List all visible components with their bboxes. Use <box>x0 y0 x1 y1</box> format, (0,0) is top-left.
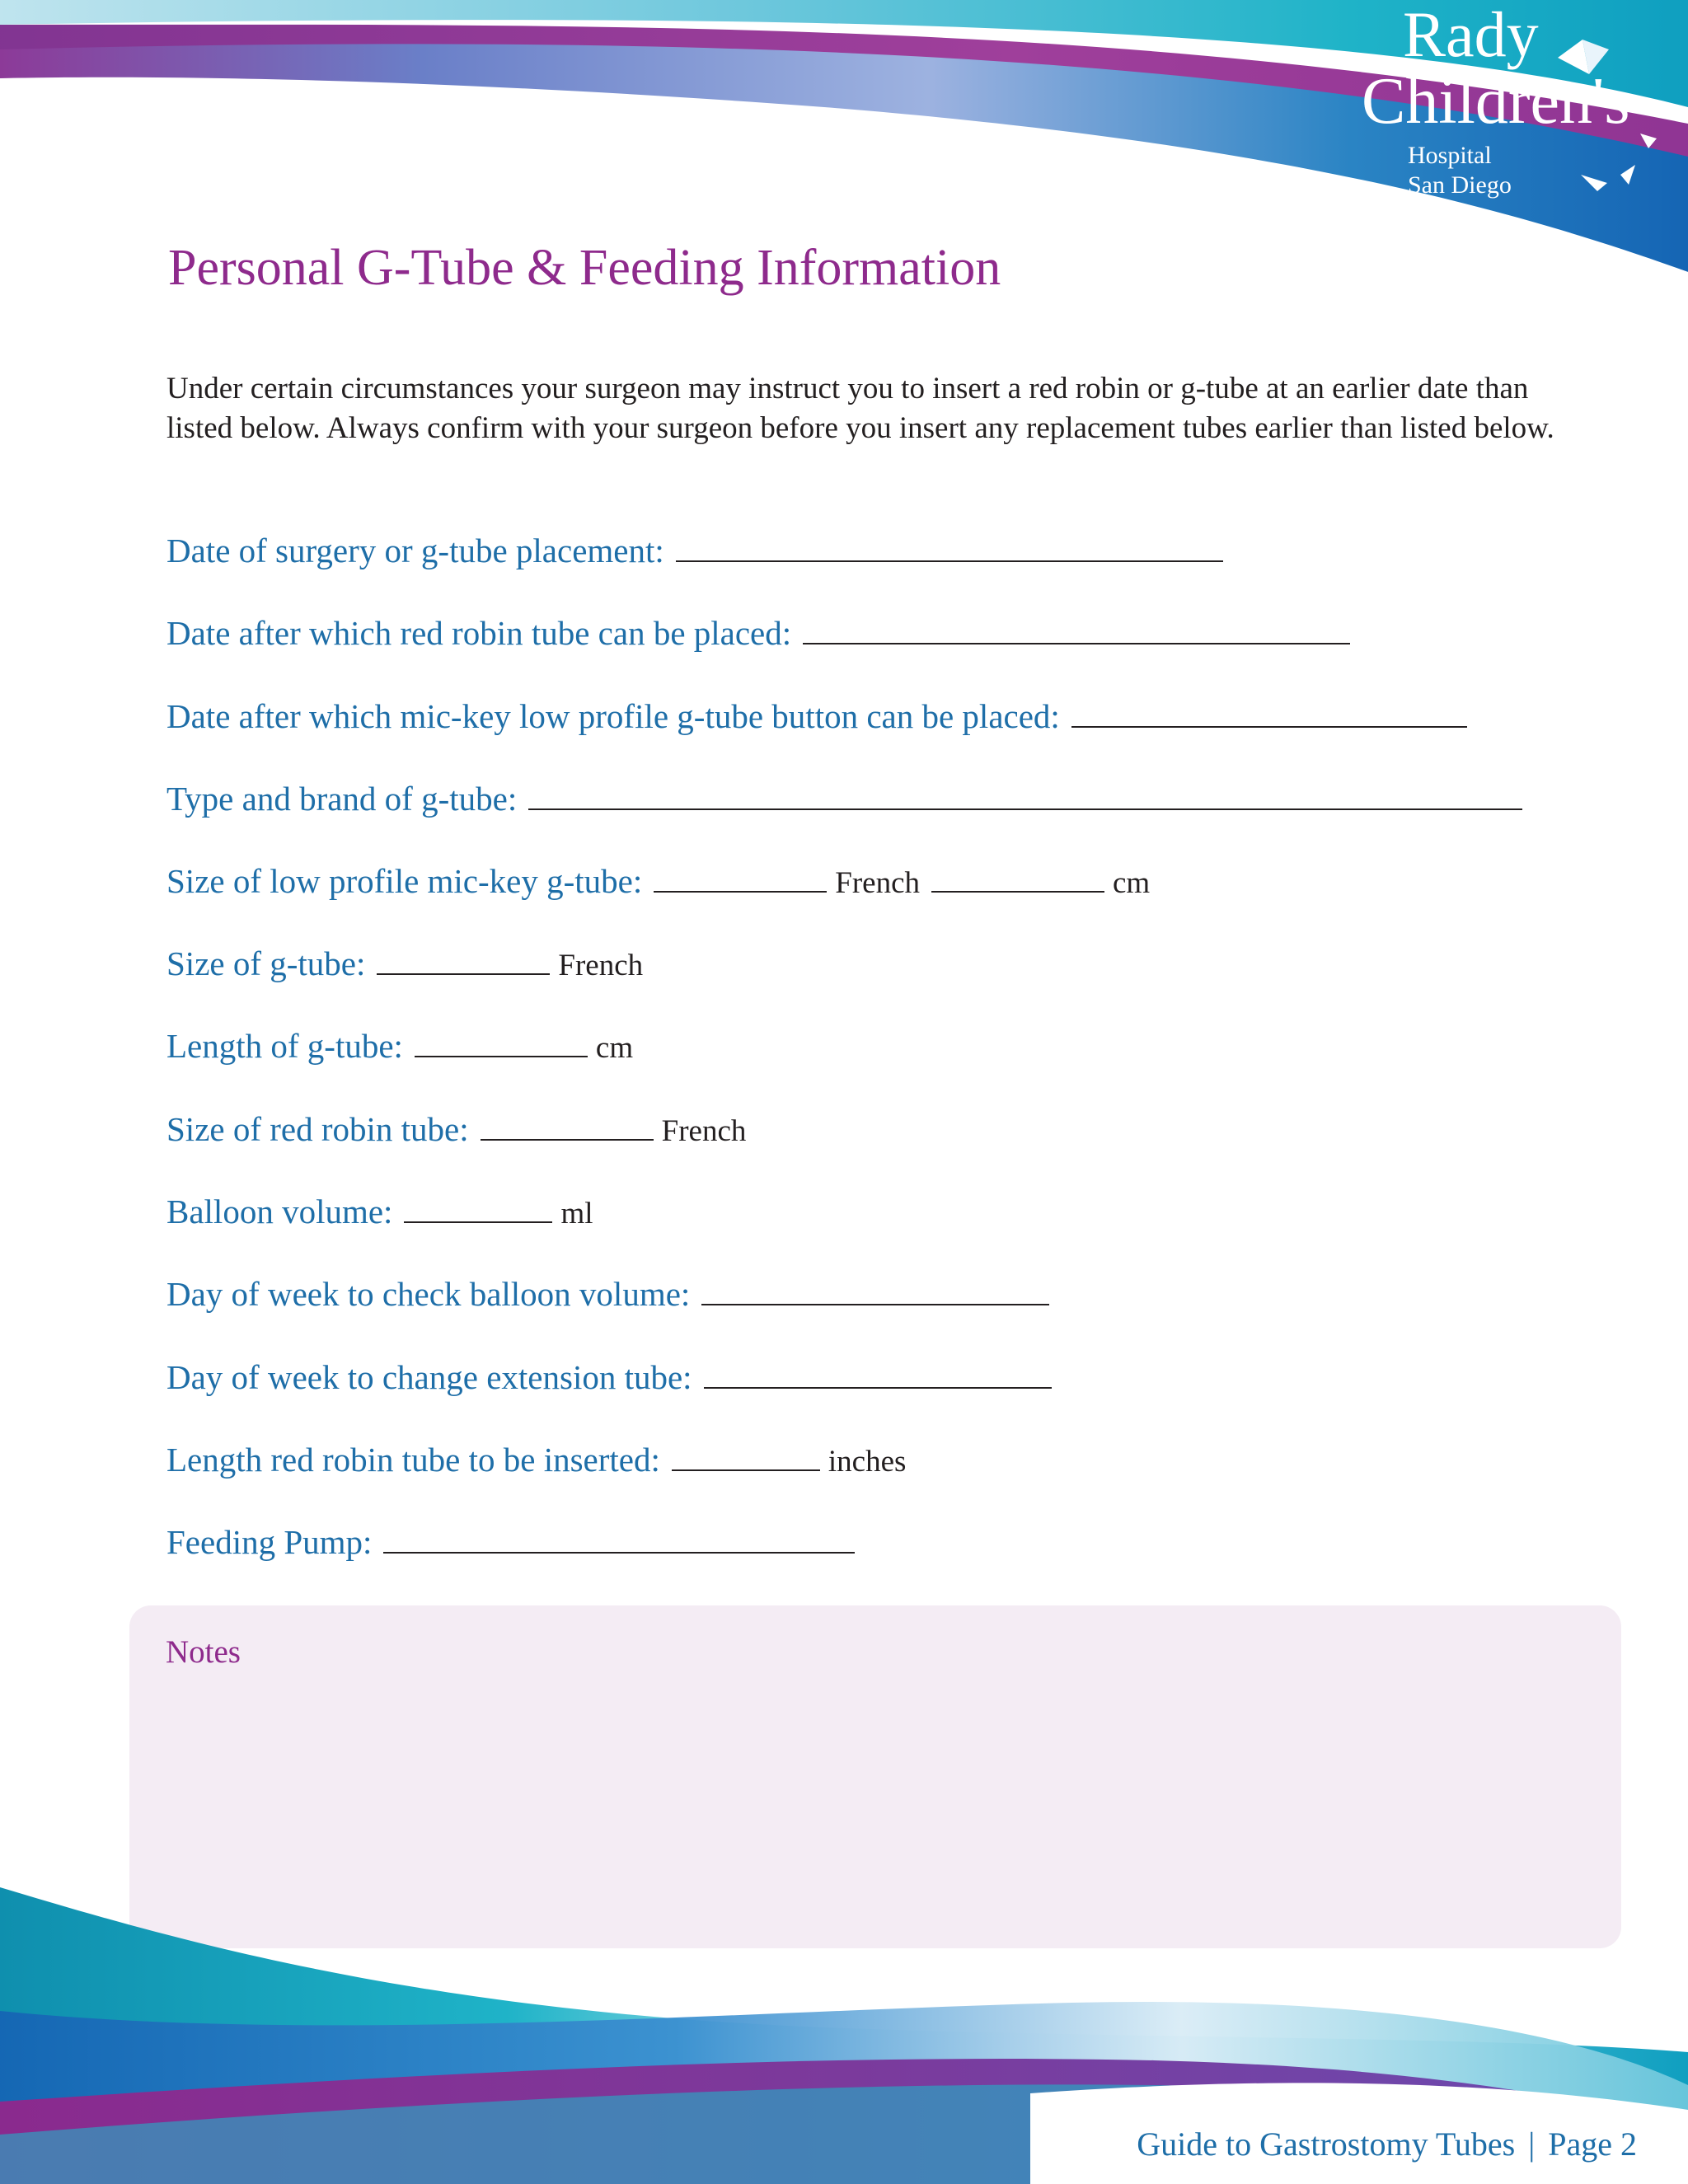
field-gtube-type-brand <box>166 779 1522 818</box>
field-label: Date after which mic-key low profile g-tube button can be placed: <box>166 697 1060 735</box>
field-label: Balloon volume: <box>166 1193 393 1230</box>
field-mic-key-size <box>166 861 1150 901</box>
unit-french: French <box>558 949 644 982</box>
gtube-length-blank[interactable] <box>415 1054 588 1057</box>
unit-french: French <box>661 1114 747 1148</box>
field-red-robin-size <box>166 1109 746 1149</box>
field-surgery-date <box>166 531 1223 570</box>
field-label: Size of low profile mic-key g-tube: <box>166 862 643 900</box>
field-balloon-volume <box>166 1192 593 1231</box>
field-label: Length of g-tube: <box>166 1027 403 1065</box>
unit-inches: inches <box>828 1445 907 1479</box>
field-label: Size of red robin tube: <box>166 1110 469 1148</box>
footer-separator: | <box>1528 2125 1536 2163</box>
red-robin-date-blank[interactable] <box>803 641 1350 644</box>
field-red-robin-insert-length <box>166 1440 906 1479</box>
field-label: Date after which red robin tube can be placed: <box>166 614 792 652</box>
logo-text-city: San Diego <box>1408 171 1512 199</box>
intro-paragraph: Under certain circumstances your surgeon may instruct you to insert a red robin or g-tube at an earlier date than listed below. Always confirm with your surgeon before you insert any replacement tubes earlier than listed below. <box>166 372 1554 445</box>
gtube-type-brand-blank[interactable] <box>528 807 1522 810</box>
notes-label: Notes <box>166 1634 241 1670</box>
check-balloon-day-blank[interactable] <box>701 1302 1049 1305</box>
feeding-pump-blank[interactable] <box>383 1550 855 1554</box>
footer-guide-title: Guide to Gastrostomy Tubes <box>1137 2125 1516 2163</box>
mic-key-french-blank[interactable] <box>654 889 827 893</box>
field-label: Size of g-tube: <box>166 944 366 982</box>
footer-page-number: Page 2 <box>1548 2125 1637 2163</box>
page-title: Personal G-Tube & Feeding Information <box>168 240 1001 296</box>
field-check-balloon-day <box>166 1274 1049 1314</box>
field-gtube-size <box>166 944 643 983</box>
unit-ml: ml <box>560 1197 593 1230</box>
origami-birds-icon <box>1550 33 1665 198</box>
surgery-date-blank[interactable] <box>676 559 1223 562</box>
mic-key-date-blank[interactable] <box>1071 724 1467 728</box>
field-gtube-length <box>166 1026 633 1066</box>
red-robin-insert-length-blank[interactable] <box>672 1468 820 1471</box>
page-footer <box>1137 2125 1637 2163</box>
field-label: Length red robin tube to be inserted: <box>166 1441 660 1479</box>
mic-key-cm-blank[interactable] <box>931 889 1104 893</box>
field-label: Day of week to change extension tube: <box>166 1358 692 1396</box>
field-label: Type and brand of g-tube: <box>166 780 518 818</box>
hospital-logo <box>1352 0 1681 214</box>
field-label: Feeding Pump: <box>166 1523 373 1561</box>
logo-text-childrens: Children's <box>1362 65 1630 138</box>
red-robin-size-blank[interactable] <box>481 1137 654 1141</box>
field-label: Date of surgery or g-tube placement: <box>166 532 664 569</box>
field-feeding-pump <box>166 1522 855 1562</box>
field-change-extension-day <box>166 1357 1052 1397</box>
balloon-volume-blank[interactable] <box>404 1220 552 1223</box>
field-mic-key-date <box>166 696 1467 736</box>
field-label: Day of week to check balloon volume: <box>166 1275 691 1313</box>
change-extension-day-blank[interactable] <box>704 1385 1052 1389</box>
unit-cm: cm <box>595 1031 634 1065</box>
unit-french: French <box>835 866 920 900</box>
field-red-robin-date <box>166 613 1350 653</box>
logo-text-rady: Rady <box>1403 0 1539 70</box>
gtube-size-blank[interactable] <box>377 972 550 975</box>
unit-cm: cm <box>1113 866 1151 900</box>
logo-text-hospital: Hospital <box>1408 142 1492 169</box>
